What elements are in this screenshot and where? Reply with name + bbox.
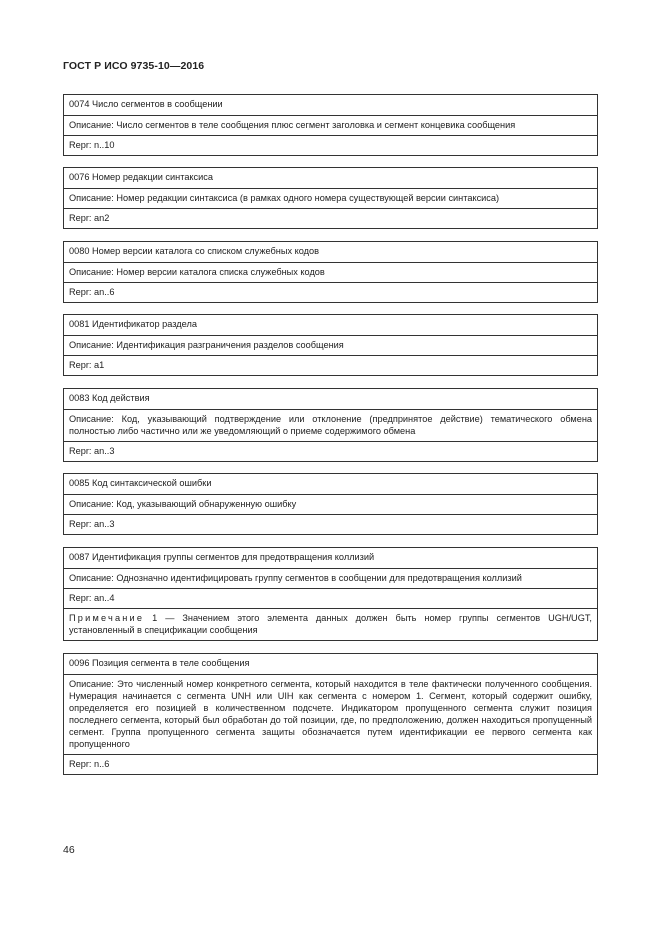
entry-repr: Repr: a1 (64, 355, 597, 375)
entry-0083 (63, 388, 598, 462)
entry-0081 (63, 314, 598, 376)
note-label: Примечание (69, 613, 145, 623)
entry-0074 (63, 94, 598, 156)
entry-description: Описание: Число сегментов в теле сообщения плюс сегмент заголовка и сегмент концевика сообщения (64, 115, 597, 135)
entry-title: 0096 Позиция сегмента в теле сообщения (69, 658, 250, 668)
entry-repr: Repr: an..6 (64, 282, 597, 302)
entry-title: 0074 Число сегментов в сообщении (69, 99, 223, 109)
note-text: 1 — Значением этого элемента данных должен быть номер группы сегментов UGH/UGT, установленный в спецификации сообщения (69, 613, 592, 635)
entry-description: Описание: Это численный номер конкретного сегмента, который находится в теле фактически полученного сообщения. Нумерация начинается с сегмента UNH или UIH как сегмента с номером 1. Сегмент, который содержит ошибку, определяется его позицией в количественном подсчете. Индикатором пропущенного сегмента служит позиция последнего сегмента, который был обработан до той позиции, где, по предположению, должен находиться пропущенный сегмент. Группа пропущенного сегмента защиты обозначается путем идентификации ее первого сегмента как пропущенного (64, 674, 597, 754)
entry-repr: Repr: an..4 (64, 588, 597, 608)
entry-description: Описание: Номер редакции синтаксиса (в рамках одного номера существующей версии синтаксиса) (64, 188, 597, 208)
entry-repr: Repr: an2 (64, 208, 597, 228)
entry-description: Описание: Идентификация разграничения разделов сообщения (64, 335, 597, 355)
entry-title: 0081 Идентификатор раздела (69, 319, 197, 329)
entry-repr: Repr: n..10 (64, 135, 597, 155)
entry-0087 (63, 547, 598, 641)
entry-0096 (63, 653, 598, 775)
entry-note (64, 608, 597, 640)
entry-description: Описание: Однозначно идентифицировать группу сегментов в сообщении для предотвращения коллизий (64, 568, 597, 588)
entry-title: 0076 Номер редакции синтаксиса (69, 172, 213, 182)
page-number: 46 (63, 844, 75, 856)
entry-title: 0080 Номер версии каталога со списком служебных кодов (69, 246, 319, 256)
entry-title: 0087 Идентификация группы сегментов для предотвращения коллизий (69, 552, 375, 562)
entry-0080 (63, 241, 598, 303)
entry-repr: Repr: an..3 (64, 441, 597, 461)
entry-title: 0085 Код синтаксической ошибки (69, 478, 212, 488)
entry-title: 0083 Код действия (69, 393, 150, 403)
entry-description: Описание: Код, указывающий подтверждение или отклонение (предпринятое действие) тематического обмена полностью либо частично или же уведомляющий о приеме содержимого обмена (64, 409, 597, 441)
entry-repr: Repr: an..3 (64, 514, 597, 534)
entry-description: Описание: Номер версии каталога списка служебных кодов (64, 262, 597, 282)
entry-0085 (63, 473, 598, 535)
entry-description: Описание: Код, указывающий обнаруженную ошибку (64, 494, 597, 514)
entry-repr: Repr: n..6 (64, 754, 597, 774)
document-header: ГОСТ Р ИСО 9735-10—2016 (63, 60, 205, 72)
entry-0076 (63, 167, 598, 229)
